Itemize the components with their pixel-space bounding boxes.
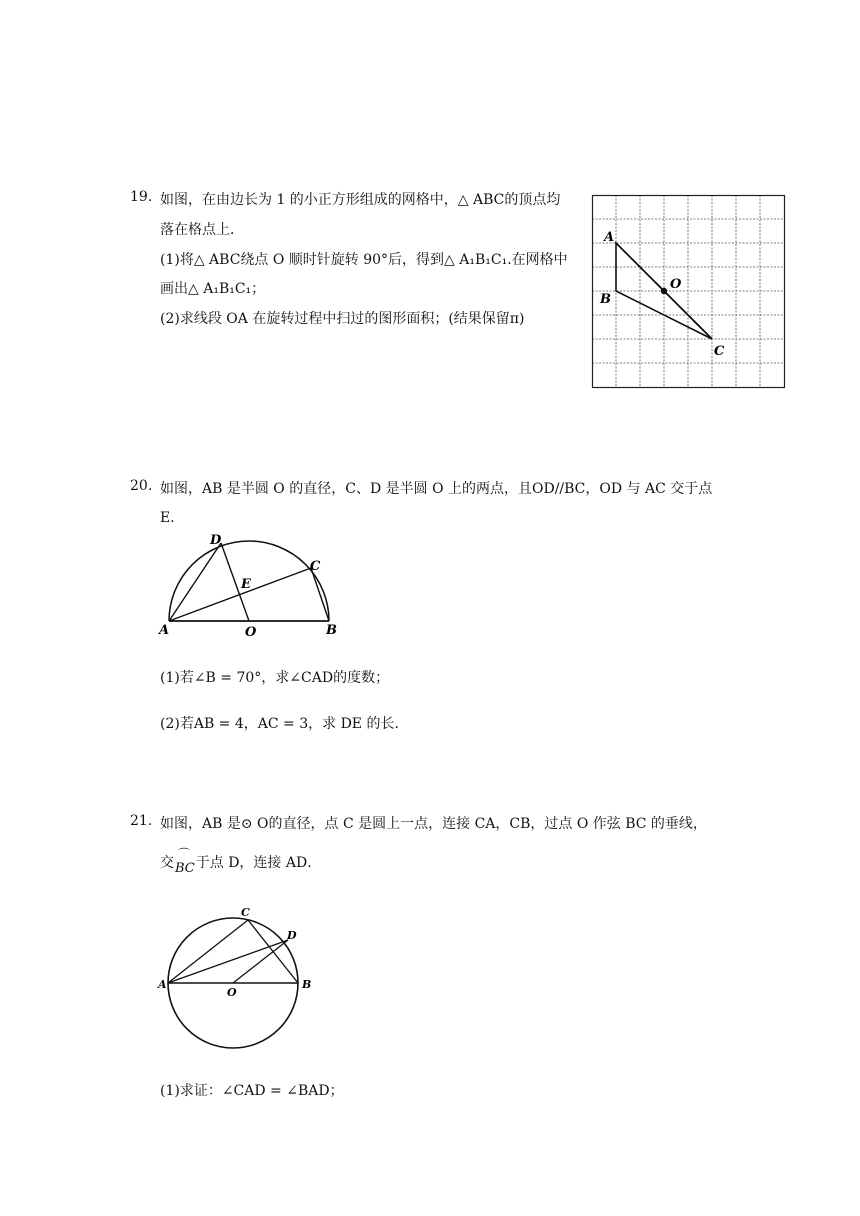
q19-part1-line1: (1)将△ ABC绕点 O 顺时针旋转 90°后，得到△ A₁B₁C₁.在网格中: [160, 252, 568, 268]
label-a: A: [158, 978, 167, 991]
q19-line2: 落在格点上．: [160, 222, 244, 238]
label-a: A: [159, 623, 170, 638]
q21-line2-prefix: 交: [160, 855, 174, 871]
grid-lines: [592, 195, 784, 387]
segment-od: [233, 940, 288, 983]
label-o: O: [245, 625, 257, 640]
point-o: [661, 288, 667, 294]
chord-ac: [168, 920, 248, 983]
q19-grid-figure: [592, 195, 785, 388]
label-a: A: [604, 230, 615, 245]
q20-line1: 如图，AB 是半圆 O 的直径，C、D 是半圆 O 上的两点，且OD//BC，OD 与 AC 交于点: [160, 481, 713, 497]
label-c: C: [714, 344, 725, 359]
q21-part1: (1)求证：∠CAD = ∠BAD；: [160, 1083, 344, 1099]
label-b: B: [302, 978, 312, 991]
q21-line1: 如图，AB 是⊙ O的直径，点 C 是圆上一点，连接 CA，CB，过点 O 作弦 BC 的垂线，: [160, 816, 707, 832]
chord-ad: [169, 543, 221, 621]
label-o: O: [227, 986, 237, 999]
label-c: C: [241, 906, 250, 919]
label-o: O: [670, 277, 682, 292]
label-d: D: [287, 929, 297, 942]
q21-line2-suffix: 于点 D，连接 AD．: [195, 855, 322, 871]
q19-line1: 如图，在由边长为 1 的小正方形组成的网格中，△ ABC的顶点均: [160, 192, 561, 208]
q19-number: 19.: [130, 189, 153, 205]
q20-line2: E．: [160, 510, 185, 526]
q21-arc-bc: ⌒ BC: [175, 847, 195, 876]
chord-bc: [311, 568, 329, 621]
q19-part1-line2: 画出△ A₁B₁C₁；: [160, 281, 266, 297]
chord-ad: [168, 940, 288, 983]
label-b: B: [600, 292, 611, 307]
label-b: B: [326, 623, 337, 638]
q20-part2: (2)若AB = 4，AC = 3，求 DE 的长．: [160, 716, 409, 732]
label-d: D: [210, 533, 222, 548]
q19-part2: (2)求线段 OA 在旋转过程中扫过的图形面积；(结果保留π): [160, 311, 525, 327]
q21-line2: [160, 847, 322, 876]
q21-circle-figure: [155, 888, 320, 1058]
q20-semicircle-figure: [155, 530, 350, 640]
q21-number: 21.: [130, 813, 153, 829]
grid-border: [593, 196, 785, 388]
q20-number: 20.: [130, 478, 153, 494]
q20-part1: (1)若∠B = 70°，求∠CAD的度数；: [160, 670, 390, 686]
label-e: E: [241, 577, 251, 592]
label-c: C: [310, 559, 321, 574]
